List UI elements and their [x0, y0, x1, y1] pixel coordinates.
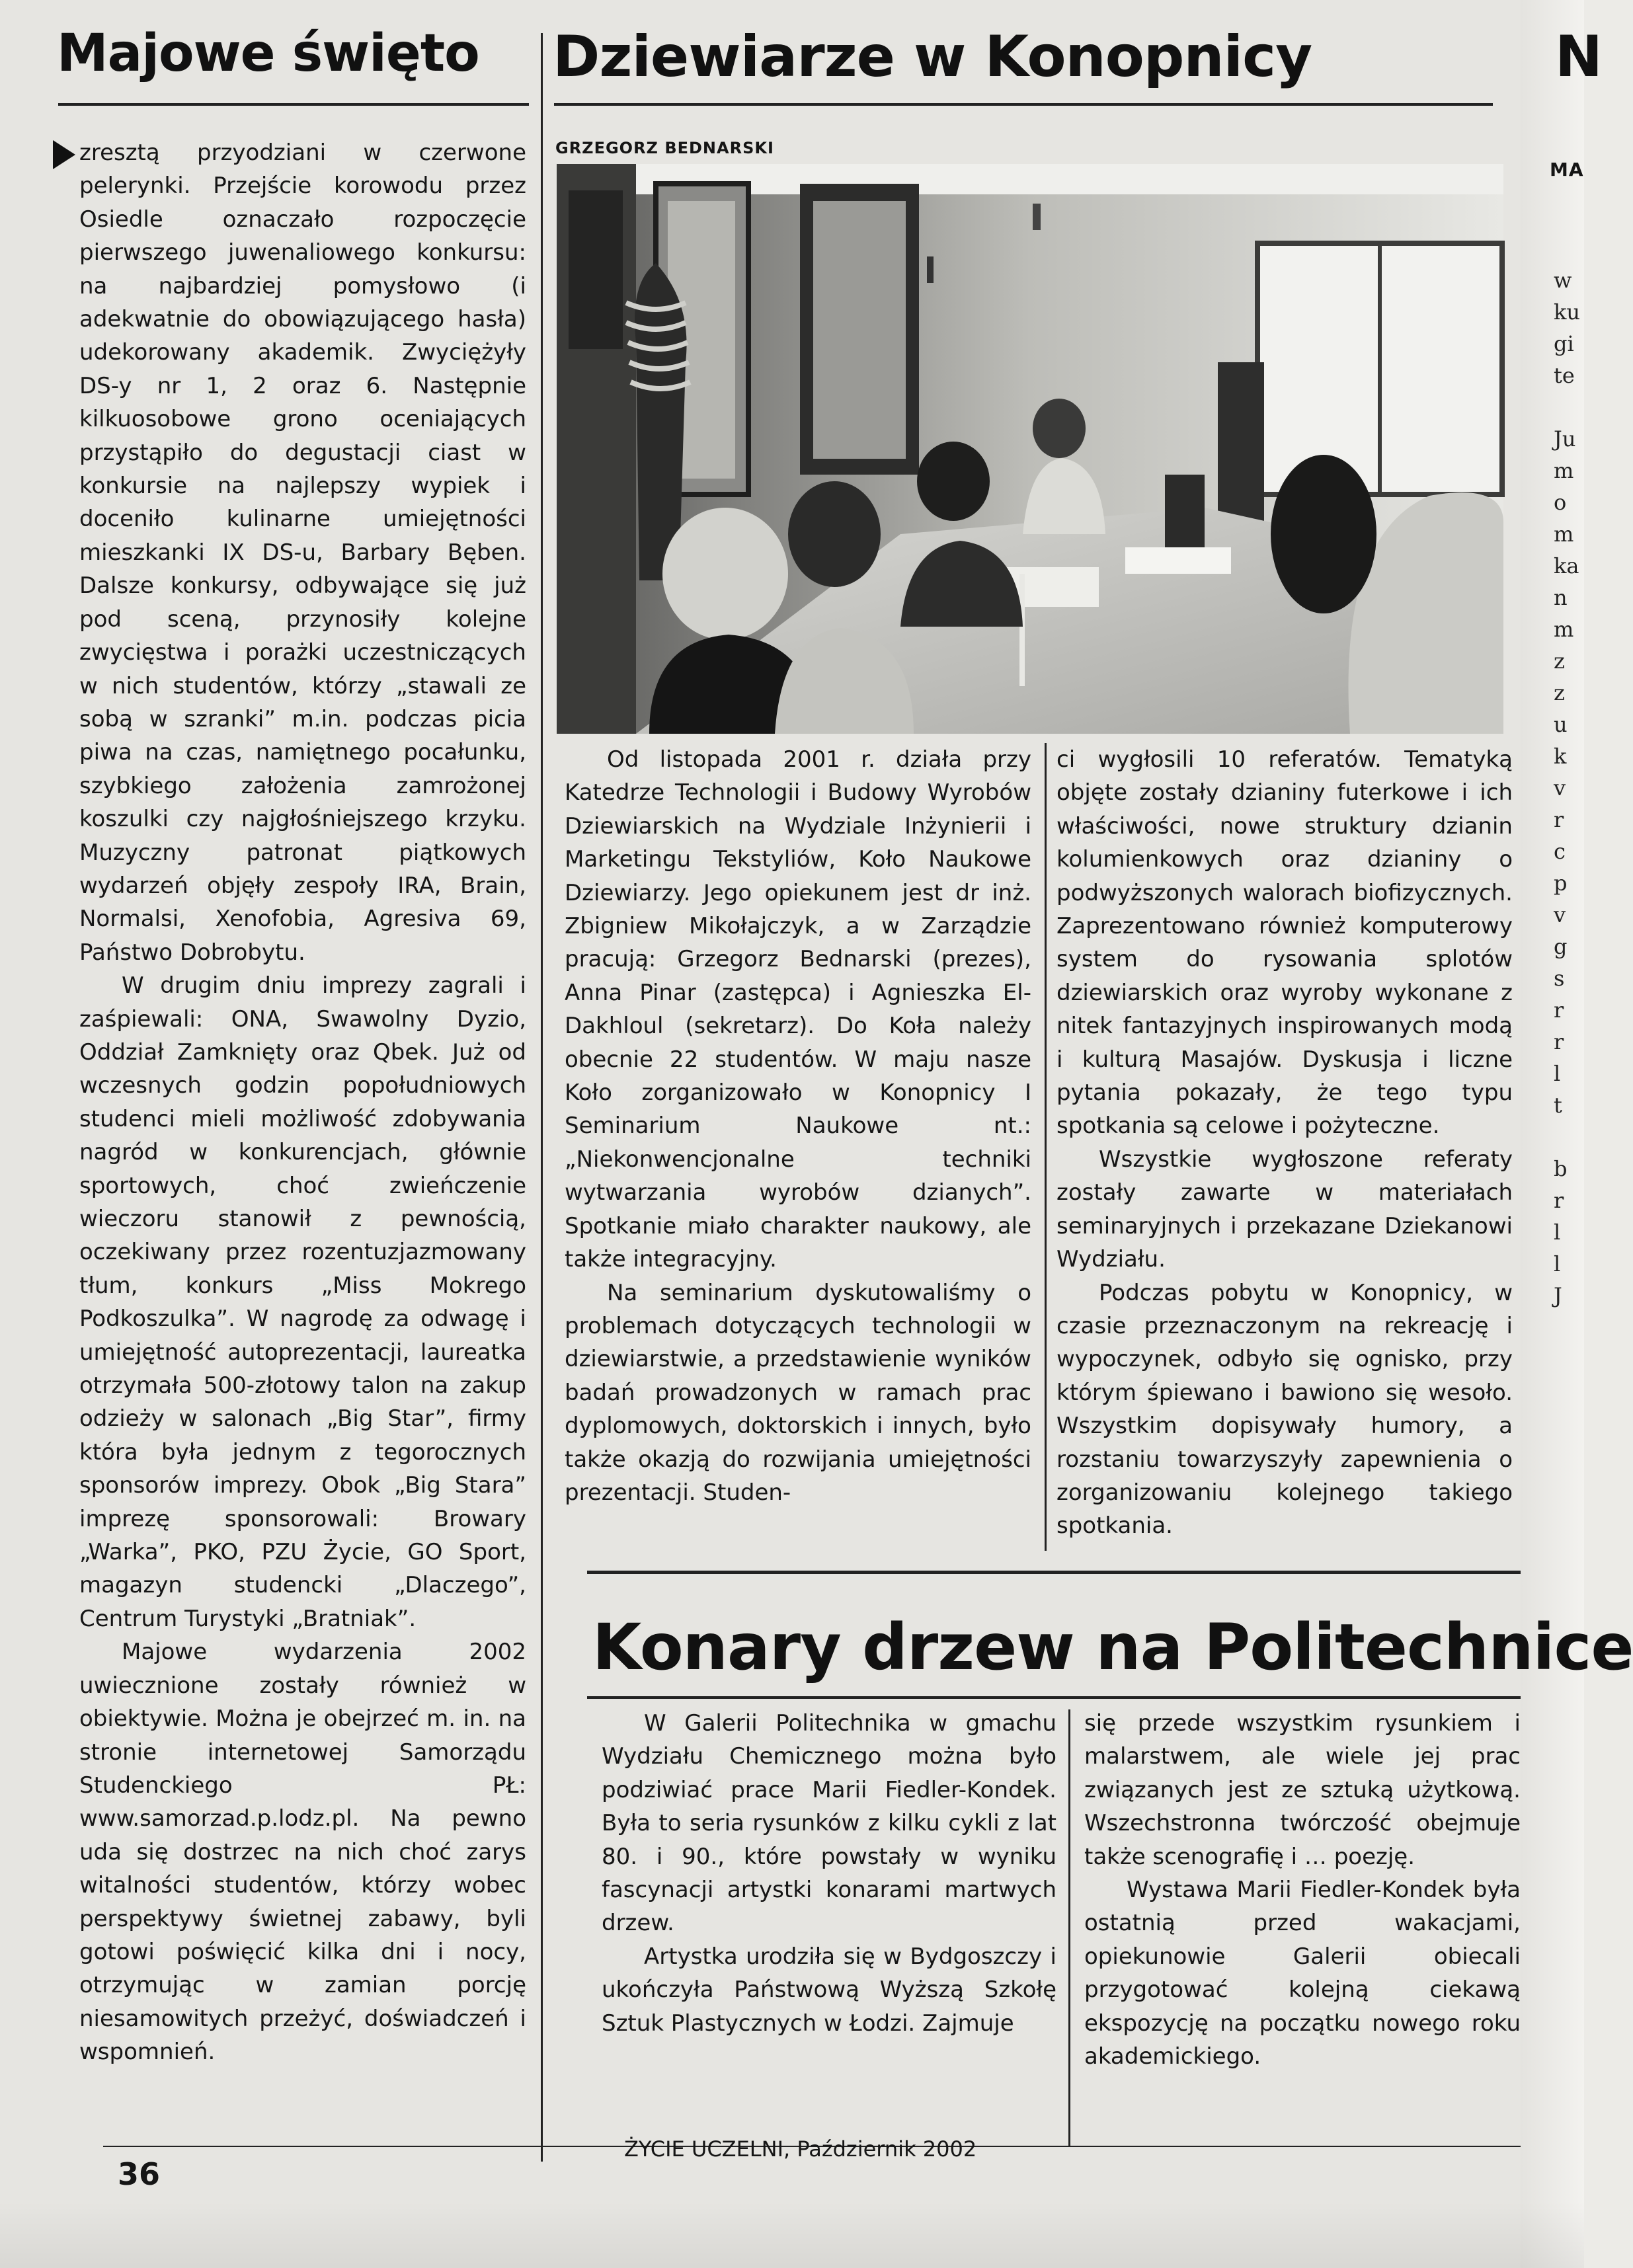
left-article-body — [79, 136, 526, 2069]
bottom-article-top-rule — [587, 1571, 1521, 1574]
edge-fragment: J — [1554, 1283, 1562, 1308]
edge-fragment: v — [1554, 775, 1566, 801]
edge-fragment: w — [1554, 268, 1572, 293]
edge-fragment: m — [1554, 458, 1574, 483]
edge-fragment: l — [1554, 1220, 1561, 1245]
edge-fragment: Ju — [1554, 426, 1576, 451]
edge-fragment: ka — [1554, 553, 1579, 578]
left-title-rule — [58, 103, 529, 106]
edge-fragment — [1554, 391, 1584, 423]
bottom-article-title: Konary drzew na Politechnice — [592, 1610, 1633, 1684]
edge-fragment: u — [1554, 712, 1568, 737]
left-paragraph-1: zresztą przyodziani w czerwone pelerynki. Przejście korowodu przez Osiedle oznaczało rozpoczęcie pierwszego juwenaliowego konkursu: na najbardziej pomysłowo (i adekwatnie do obowiązującego hasła) udekorowany akademik. Zwyciężyły DS-y nr 1, 2 oraz 6. Następnie kilkuosobowe grono oceniających przystąpiło do degustacji ciast w konkursie na najlepszy wypiek i doceniło kulinarne umiejętności mieszkanki IX DS-u, Barbary Bęben. Dalsze konkursy, odbywające się już pod sceną, przynosiły kolejne zwycięstwa i porażki uczestniczących w nich studentów, którzy „stawali ze sobą w szranki” m.in. podczas picia piwa na czas, namiętnego pocałunku, szybkiego założenia zamrożonej koszulki czy najgłośniejszego krzyku. Muzyczny patronat piątkowych wydarzeń objęły zespoły IRA, Brain, Normalsi, Xenofobia, Agresiva 69, Państwo Dobrobytu. — [79, 139, 526, 966]
edge-fragment: o — [1554, 490, 1567, 515]
edge-fragment — [1554, 1121, 1584, 1153]
next-page-text-fragments — [1554, 264, 1584, 1311]
edge-fragment: v — [1554, 902, 1566, 927]
bottom-article-column-2 — [1084, 1707, 1521, 2073]
left-paragraph-3: Majowe wydarzenia 2002 uwiecznione zostały również w obiektywie. Można je obejrzeć m. in. na stronie internetowej Samorządu Studenckiego PŁ: www.samorzad.p.lodz.pl. Na pewno uda się dostrzec na nich choć zarys witalności studentów, którzy wobec perspektywy świetnej zabawy, byli gotowi poświęcić kilka dni i nocy, otrzymując w zamian porcję niesamowitych przeżyć, doświadczeń i wspomnień. — [79, 1639, 526, 2066]
continuation-arrow-icon — [53, 140, 75, 172]
middle-col2-paragraph-1: ci wygłosili 10 referatów. Tematyką objęte zostały dzianiny futerkowe i ich właściwości, nowe struktury dzianin kolumienkowych oraz dzianiny o podwyższonych walorach biofizycznych. Zaprezentowano również komputerowy system do rysowania splotów dziewiarskich oraz wyroby wykonane z nitek fantazyjnych inspirowanych modą i kulturą Masajów. Dyskusja i liczne pytania pokazały, że tego typu spotkania są celowe i pożyteczne. — [1056, 746, 1513, 1140]
left-article-title: Majowe święto — [57, 24, 479, 83]
edge-fragment: t — [1554, 1093, 1562, 1118]
edge-fragment: p — [1554, 871, 1568, 896]
edge-fragment: c — [1554, 839, 1566, 864]
edge-fragment: z — [1554, 680, 1565, 705]
middle-title-rule — [554, 103, 1493, 106]
bottom-col1-paragraph-2: Artystka urodziła się w Bydgoszczy i ukończyła Państwową Wyższą Szkołę Sztuk Plastycznych w Łodzi. Zajmuje — [602, 1943, 1056, 2037]
middle-col1-paragraph-2: Na seminarium dyskutowaliśmy o problemach dotyczących technologii w dziewiarstwie, a przedstawienie wyników badań prowadzonych w ramach prac dyplomowych, doktorskich i innych, było także okazją do rozwijania umiejętności prezentacji. Studen- — [565, 1279, 1031, 1506]
column-divider-left — [541, 33, 543, 2162]
bottom-col2-paragraph-2: Wystawa Marii Fiedler-Kondek była ostatnią przed wakacjami, opiekunowie Galerii obiecali przygotować kolejną ciekawą ekspozycję na początku nowego roku akademickiego. — [1084, 1877, 1521, 2070]
edge-fragment: r — [1554, 997, 1564, 1023]
column-divider-bottom — [1068, 1709, 1070, 2146]
middle-col2-paragraph-2: Wszystkie wygłoszone referaty zostały zawarte w materiałach seminaryjnych i przekazane Dziekanowi Wydziału. — [1056, 1146, 1513, 1273]
seminar-photo — [557, 164, 1503, 734]
middle-article-column-1 — [565, 743, 1031, 1509]
edge-fragment: k — [1554, 744, 1567, 769]
edge-fragment: r — [1554, 1029, 1564, 1054]
bottom-title-rule — [587, 1696, 1521, 1699]
middle-col2-paragraph-3: Podczas pobytu w Konopnicy, w czasie przeznaczonym na rekreację i wypoczynek, odbyło się ognisko, przy którym śpiewano i bawiono się wesoło. Wszystkim dopisywały humory, a rozstaniu towarzyszyły zapewnienia o zorganizowaniu kolejnego takiego spotkania. — [1056, 1279, 1513, 1540]
edge-fragment: m — [1554, 522, 1574, 547]
middle-article-column-2 — [1056, 743, 1513, 1543]
edge-fragment: r — [1554, 1188, 1564, 1213]
edge-fragment: m — [1554, 617, 1574, 642]
next-page-title-fragment: N — [1555, 24, 1603, 90]
byline: GRZEGORZ BEDNARSKI — [555, 139, 774, 157]
edge-fragment: g — [1554, 934, 1568, 959]
page-number: 36 — [118, 2156, 161, 2192]
edge-fragment: ku — [1554, 299, 1580, 325]
next-page-byline-fragment: MA — [1550, 159, 1584, 180]
left-paragraph-2: W drugim dniu imprezy zagrali i zaśpiewali: ONA, Swawolny Dyzio, Oddział Zamknięty oraz Qbek. Już od wczesnych godzin popołudniowych studenci mieli możliwość zdobywania nagród w konkurencjach, głównie sportowych, choć zwieńczenie wieczoru stanowił z pewnością, oczekiwany przez rozentuzjazmowany tłum, konkurs „Miss Mokrego Podkoszulka”. W nagrodę za odwagę i umiejętność autoprezentacji, laureatka otrzymała 500-złotowy talon na zakup odzieży w salonach „Big Star”, firmy która była jednym z tegorocznych sponsorów imprezy. Obok „Big Stara” imprezę sponsorowali: Browary „Warka”, PKO, PZU Życie, GO Sport, magazyn studencki „Dlaczego”, Centrum Turystyki „Bratniak”. — [79, 972, 526, 1632]
edge-fragment: s — [1554, 966, 1565, 991]
edge-fragment: z — [1554, 648, 1565, 674]
bottom-col1-paragraph-1: W Galerii Politechnika w gmachu Wydziału Chemicznego można było podziwiać prace Marii Fiedler-Kondek. Była to seria rysunków z kilku cykli z lat 80. i 90., które powstały w wyniku fascynacji artystki konarami martwych drzew. — [602, 1710, 1056, 1937]
edge-fragment: te — [1554, 363, 1575, 388]
edge-fragment: l — [1554, 1061, 1561, 1086]
edge-fragment: r — [1554, 807, 1564, 832]
publication-footer: ŻYCIE UCZELNI, Październik 2002 — [624, 2136, 977, 2162]
edge-fragment: b — [1554, 1156, 1568, 1181]
edge-fragment: l — [1554, 1251, 1561, 1276]
column-divider-middle — [1045, 743, 1047, 1551]
middle-article-title: Dziewiarze w Konopnicy — [553, 24, 1312, 90]
middle-col1-paragraph-1: Od listopada 2001 r. działa przy Katedrze Technologii i Budowy Wyrobów Dziewiarskich na Wydziale Inżynierii i Marketingu Tekstyliów, Koło Naukowe Dziewiarzy. Jego opiekunem jest dr inż. Zbigniew Mikołajczyk, a w Zarządzie pracują: Grzegorz Bednarski (prezes), Anna Pinar (zastępca) i Agnieszka El-Dakhloul (sekretarz). Do Koła należy obecnie 22 studentów. W maju nasze Koło zorganizowało w Konopnicy I Seminarium Naukowe nt.: „Niekonwencjonalne techniki wytwarzania wyrobów dzianych”. Spotkanie miało charakter naukowy, ale także integracyjny. — [565, 746, 1031, 1273]
edge-fragment: n — [1554, 585, 1568, 610]
bottom-col2-paragraph-1: się przede wszystkim rysunkiem i malarstwem, ale wiele jej prac związanych jest ze sztuką użytkową. Wszechstronna twórczość obejmuje także scenografię i … poezję. — [1084, 1710, 1521, 1870]
bottom-article-column-1 — [602, 1707, 1056, 2040]
edge-fragment: gi — [1554, 331, 1574, 356]
scan-shadow — [0, 2201, 1584, 2268]
